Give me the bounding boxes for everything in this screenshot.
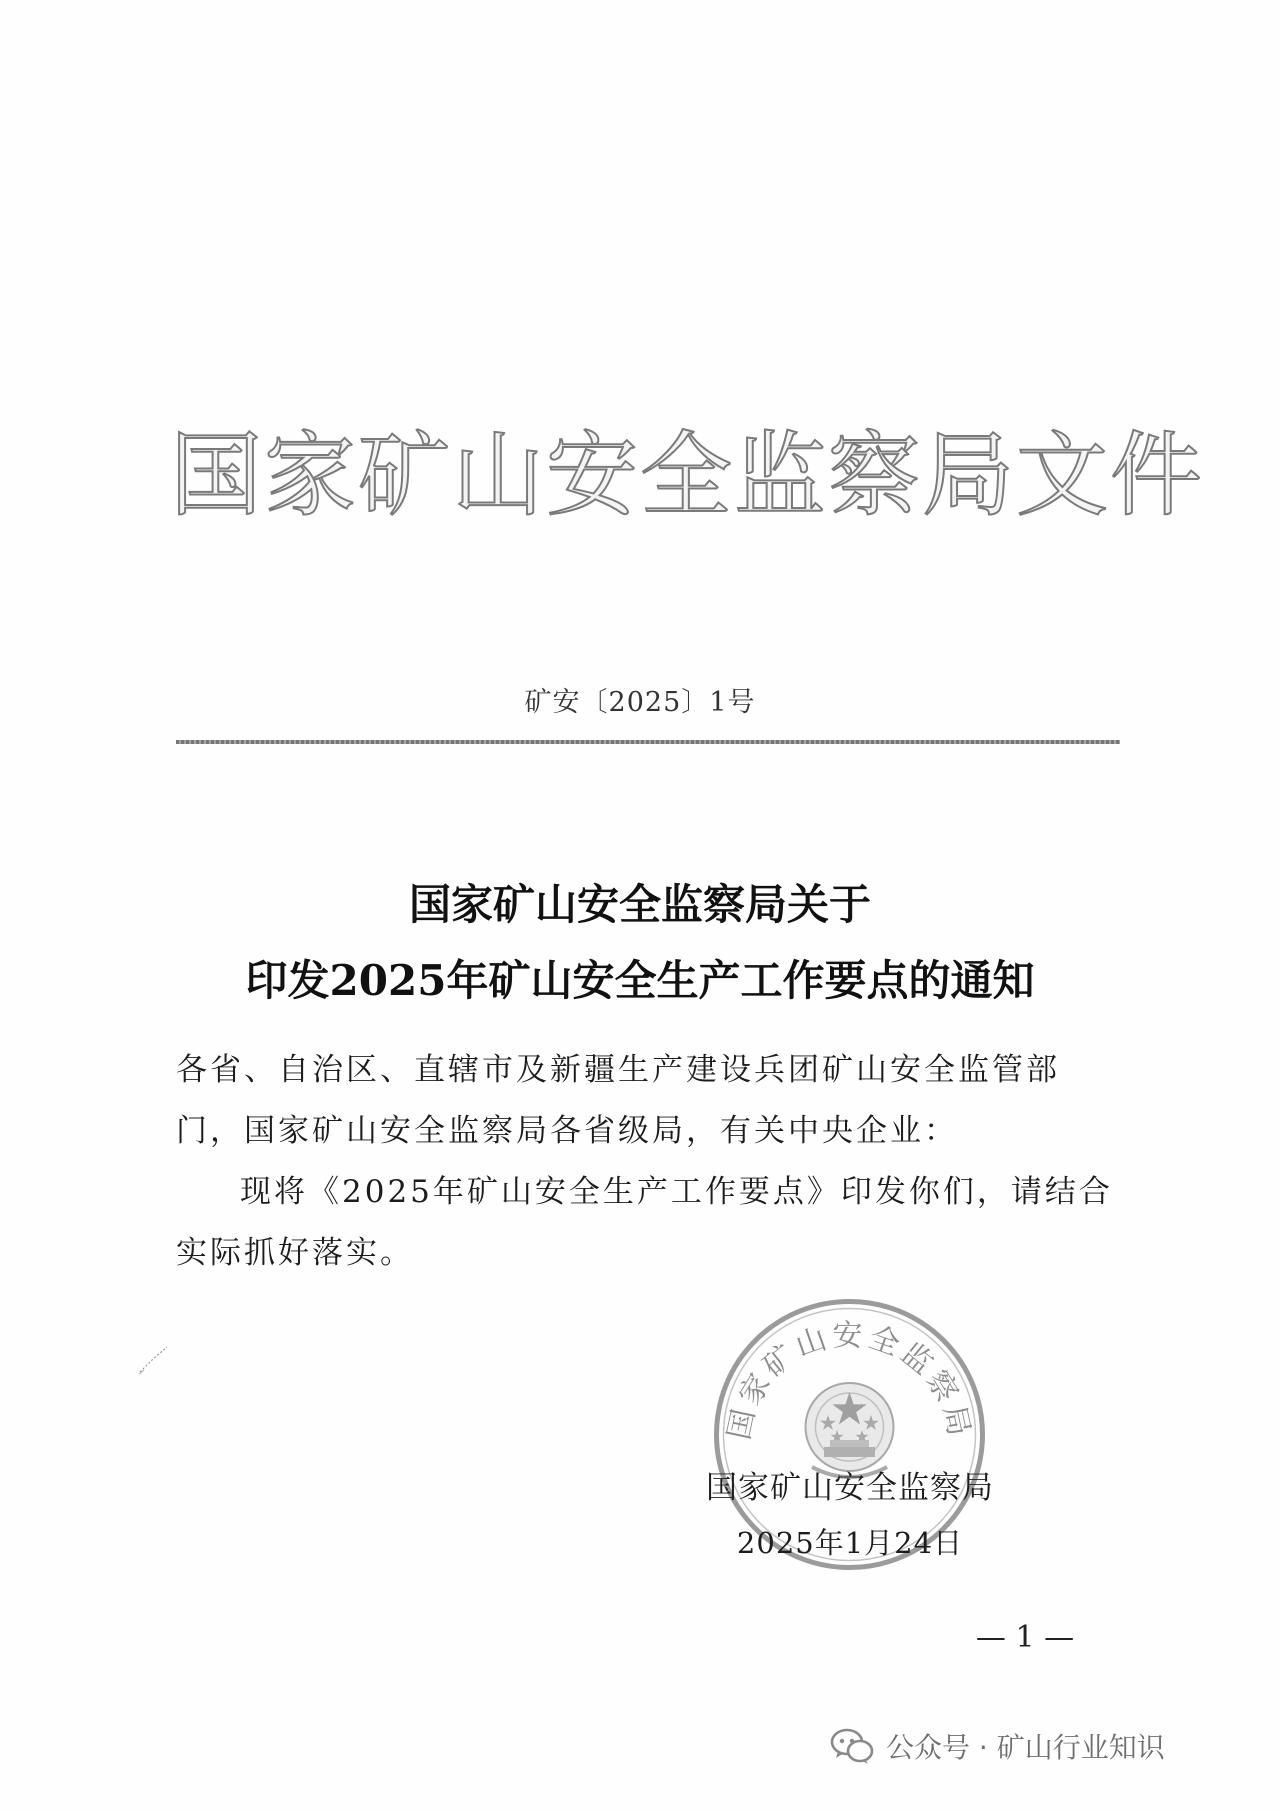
body-paragraph: 现将《2025年矿山安全生产工作要点》印发你们，请结合实际抓好落实。 <box>176 1174 1113 1271</box>
salutation-paragraph: 各省、自治区、直辖市及新疆生产建设兵团矿山安全监管部门，国家矿山安全监察局各省级局，有关中央企业： <box>176 1052 1060 1149</box>
watermark <box>830 1726 1165 1766</box>
issuer-signature: 国家矿山安全监察局 <box>706 1470 994 1506</box>
document-title-line-1: 国家矿山安全监察局关于 <box>408 880 871 929</box>
document-number: 矿安〔2025〕1号 <box>524 687 756 718</box>
header-divider <box>176 740 1120 744</box>
seal-text: 国家矿山安全监察局 <box>721 1318 978 1443</box>
watermark-label: 公众号 · 矿山行业知识 <box>886 1731 1165 1764</box>
document-masthead: 国家矿山安全监察局文件 <box>170 422 1205 529</box>
page-number: — 1 — <box>975 1620 1075 1655</box>
scan-mark <box>138 1345 170 1375</box>
wechat-official-account-icon <box>830 1726 874 1766</box>
issue-date: 2025年1月24日 <box>736 1526 964 1560</box>
document-title-line-2: 印发2025年矿山安全生产工作要点的通知 <box>245 956 1035 1005</box>
